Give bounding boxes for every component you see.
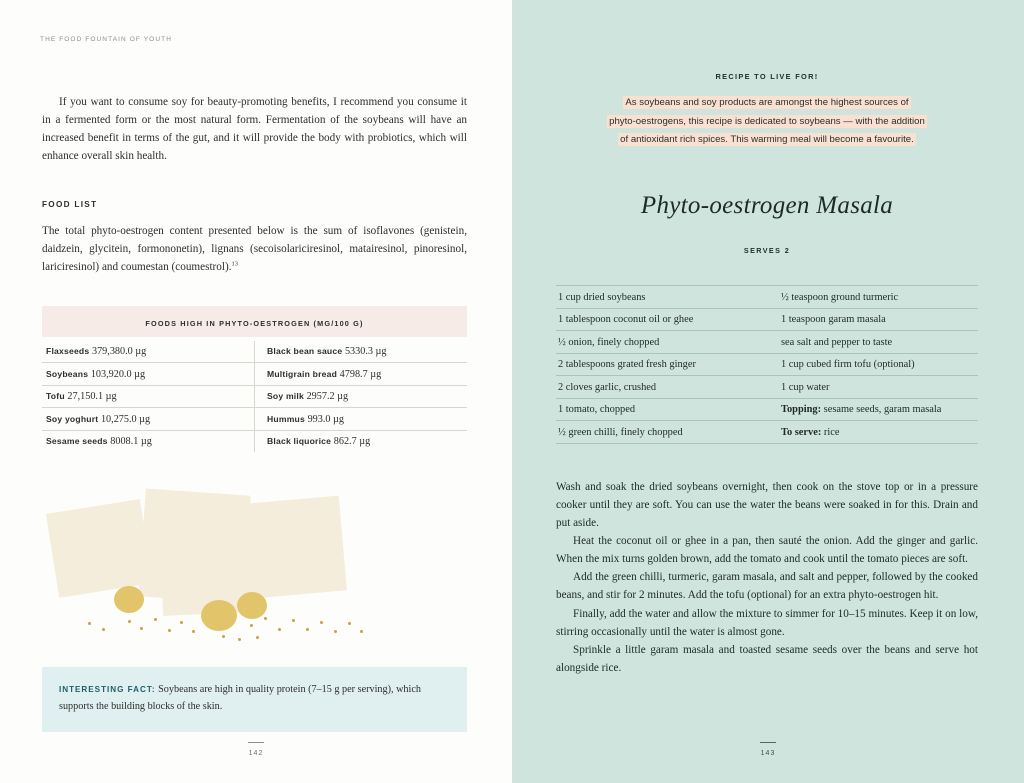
folio-rule: [760, 742, 776, 743]
ingredient-cell: 1 tomato, chopped: [556, 398, 767, 421]
method-paragraph: Sprinkle a little garam masala and toasted sesame seeds over the beans and serve hot alongside rice.: [556, 643, 978, 675]
running-head: THE FOOD FOUNTAIN OF YOUTH: [40, 36, 172, 43]
food-value: 862.7 µg: [333, 436, 371, 448]
seed-crumb: [88, 622, 91, 625]
seed-crumb: [140, 627, 143, 630]
recipe-intro-highlight: [556, 94, 978, 150]
seed-crumb: [292, 619, 295, 622]
seed-crumb: [256, 636, 259, 639]
food-name: Soy milk: [267, 391, 304, 402]
recipe-title: Phyto-oestrogen Masala: [640, 192, 894, 220]
food-name: Soybeans: [46, 368, 89, 379]
method-paragraph: Add the green chilli, turmeric, garam masala, and salt and pepper, followed by the cooked beans, and stir for 2 minutes. Add the tofu (optional) for an extra phyto-oestrogen hit.: [556, 571, 978, 602]
recipe-serves: SERVES 2: [743, 246, 791, 256]
seed-crumb: [334, 630, 337, 633]
seed-crumb: [360, 630, 363, 633]
seed-crumb: [192, 630, 195, 633]
method-paragraph: Heat the coconut oil or ghee in a pan, then sauté the onion. Add the ginger and garlic. When the mix turns golden brown, add the tomato and cook until the tomato pieces are soft.: [556, 535, 978, 566]
ingredient-cell: sea salt and pepper to taste: [767, 331, 978, 354]
interesting-fact-body: Soybeans are high in quality protein (7–15 g per serving), which supports the building blocks of the skin.: [59, 684, 421, 712]
seed-crumb: [348, 622, 351, 625]
interesting-fact-text: [59, 682, 450, 715]
highlight-line: As soybeans and soy products are amongst the highest sources of: [625, 97, 909, 108]
seed-crumb: [102, 628, 105, 631]
interesting-fact-label: INTERESTING FACT:: [59, 685, 156, 695]
ingredient-cell: ½ green chilli, finely chopped: [556, 421, 767, 444]
ingredient-cell: 1 teaspoon garam masala: [767, 308, 978, 331]
table-row: [556, 353, 978, 376]
ingredient-cell: 2 cloves garlic, crushed: [556, 376, 767, 399]
table-row: [42, 341, 467, 363]
seed-crumb: [154, 618, 157, 621]
food-value: 27,150.1 µg: [67, 391, 117, 403]
recipe-method: [556, 478, 978, 678]
seed-crumb: [238, 638, 241, 641]
food-value: 2957.2 µg: [306, 391, 349, 403]
table-row: [42, 385, 467, 408]
seed-crumb: [250, 624, 253, 627]
interesting-fact-box: [42, 667, 467, 731]
ingredients-table: [556, 285, 978, 444]
food-value: 10,275.0 µg: [100, 413, 151, 425]
ingredient-cell: 1 tablespoon coconut oil or ghee: [556, 308, 767, 331]
highlight-line: of antioxidant rich spices. This warming meal will become a favourite.: [620, 134, 914, 146]
ingredient-cell: 2 tablespoons grated fresh ginger: [556, 353, 767, 376]
tofu-block-right: [234, 496, 347, 600]
ingredient-cell: 1 cup dried soybeans: [556, 286, 767, 309]
food-name: Flaxseeds: [46, 346, 90, 357]
ingredient-text: rice: [821, 426, 840, 438]
folio-rule: [248, 742, 264, 743]
food-name: Soy yoghurt: [46, 413, 99, 424]
food-name: Black bean sauce: [267, 346, 343, 357]
ingredient-label: To serve:: [781, 426, 822, 438]
ingredient-cell: [767, 398, 978, 421]
food-name: Multigrain bread: [267, 368, 338, 379]
table-row: [42, 363, 467, 386]
highlight-line: phyto-oestrogens, this recipe is dedicated to soybeans — with the addition: [609, 115, 925, 127]
soybean: [114, 586, 144, 613]
seed-crumb: [180, 621, 183, 624]
table-row: [556, 286, 978, 309]
method-paragraph: Wash and soak the dried soybeans overnight, then cook on the stove top or in a pressure cooker until they are soft. You can use the water the beans were soaked in for this. Drain and put aside.: [556, 480, 978, 529]
ingredient-cell: ½ teaspoon ground turmeric: [767, 286, 978, 309]
soybean: [237, 592, 267, 619]
food-name: Black liquorice: [267, 436, 332, 447]
food-value: 4798.7 µg: [339, 368, 382, 380]
folio-left: [0, 742, 512, 757]
table-row: [556, 331, 978, 354]
seed-crumb: [264, 617, 267, 620]
seed-crumb: [306, 628, 309, 631]
food-value: 379,380.0 µg: [91, 346, 147, 358]
table-row: [556, 376, 978, 399]
page-number: 142: [248, 750, 264, 757]
intro-block: [42, 93, 467, 166]
section-heading-food-list: FOOD LIST: [42, 199, 98, 209]
soybean: [201, 600, 237, 631]
food-value: 5330.3 µg: [344, 346, 387, 358]
food-value: 993.0 µg: [307, 413, 345, 425]
table-row: [556, 398, 978, 421]
food-name: Hummus: [267, 413, 305, 424]
tofu-block-left: [46, 500, 153, 599]
seed-crumb: [278, 628, 281, 631]
intro-paragraph: If you want to consume soy for beauty-promoting benefits, I recommend you consume it in a fermented form or the most natural form. Fermentation of the soybeans will have an increased benefit in terms of the gut, and it will provide the body with probiotics, which will enhance overall skin health.: [42, 96, 467, 163]
ingredient-text: sesame seeds, garam masala: [821, 404, 942, 416]
ingredient-cell: 1 cup water: [767, 376, 978, 399]
seed-crumb: [320, 621, 323, 624]
ingredient-cell: ½ onion, finely chopped: [556, 331, 767, 354]
footnote-marker: 13: [231, 260, 238, 268]
recipe-kicker: RECIPE TO LIVE FOR!: [715, 72, 819, 81]
table-row: [42, 408, 467, 431]
right-page: [512, 0, 1024, 783]
foods-table-title: FOODS HIGH IN PHYTO-OESTROGEN (MG/100 G): [145, 318, 364, 328]
page-number: 143: [760, 750, 776, 757]
seed-crumb: [222, 635, 225, 638]
ingredient-cell: 1 cup cubed firm tofu (optional): [767, 353, 978, 376]
food-name: Sesame seeds: [46, 436, 108, 447]
soy-illustration: [42, 478, 467, 653]
section-paragraph: [42, 222, 467, 276]
seed-crumb: [128, 620, 131, 623]
table-row: [556, 308, 978, 331]
foods-table-title-bar: [42, 306, 467, 337]
food-name: Tofu: [46, 391, 65, 402]
table-row: [42, 430, 467, 452]
method-paragraph: Finally, add the water and allow the mixture to simmer for 10–15 minutes. Keep it on low, stirring occasionally until the water is almost gone.: [556, 607, 978, 638]
ingredient-label: Topping:: [781, 404, 822, 416]
section-paragraph-text: The total phyto-oestrogen content presented below is the sum of isoflavones (genistein, daidzein, glycitein, formononetin), lignans (secoisolariciresinol, matairesinol, pinoresinol, lariciresinol) and coumestan (coumestrol).: [42, 224, 467, 273]
foods-table: [42, 341, 467, 453]
food-value: 8008.1 µg: [110, 436, 152, 448]
food-value: 103,920.0 µg: [90, 368, 146, 380]
ingredient-cell: [767, 421, 978, 444]
seed-crumb: [168, 629, 171, 632]
table-row: [556, 421, 978, 444]
folio-right: [512, 742, 1024, 757]
